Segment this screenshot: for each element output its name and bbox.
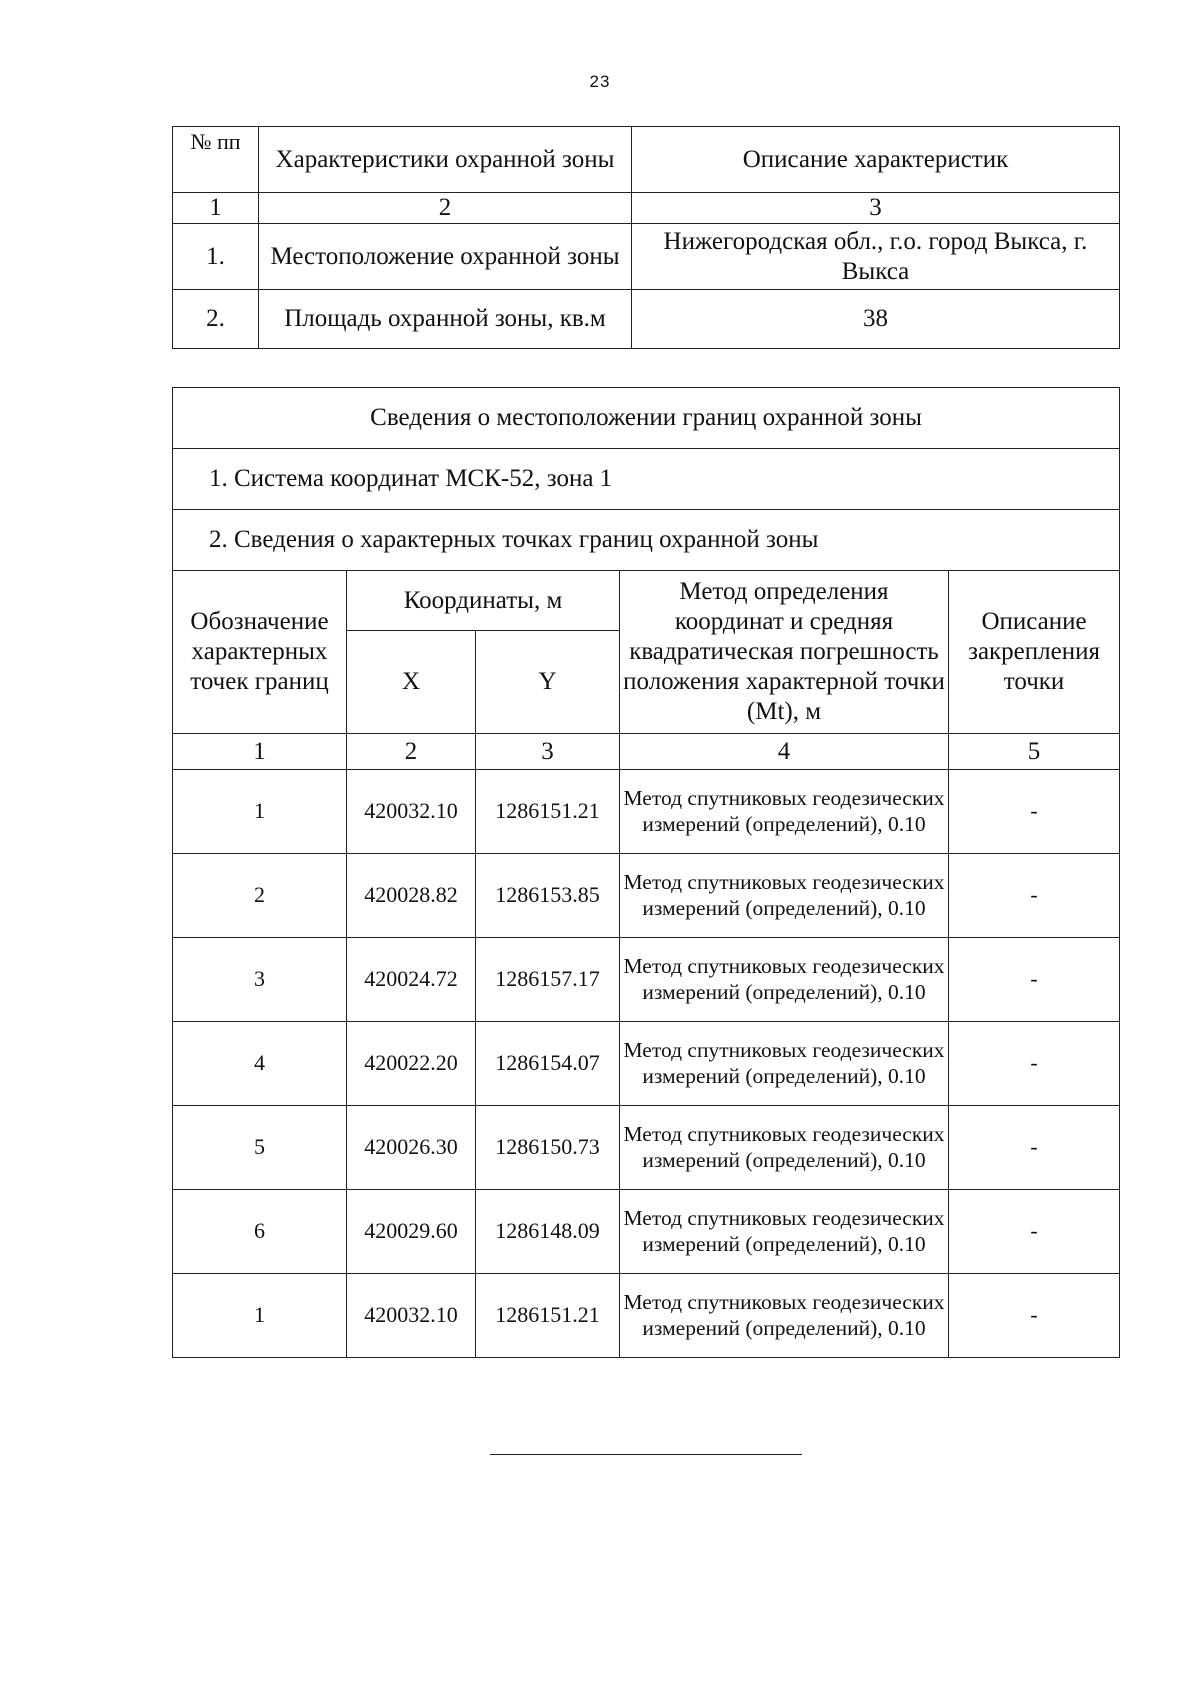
header-method: Метод определения координат и средняя квадратическая погрешность положения характерной точки (Mt), м [620, 571, 949, 734]
point-x: 420032.10 [347, 1274, 476, 1358]
point-method: Метод спутниковых геодезических измерений (определений), 0.10 [620, 854, 949, 938]
table-title: Сведения о местоположении границ охранной зоны [173, 388, 1120, 449]
point-method: Метод спутниковых геодезических измерений (определений), 0.10 [620, 1190, 949, 1274]
header-x: X [347, 631, 476, 734]
zone-characteristics-table [172, 126, 1120, 349]
table-row [173, 1022, 1120, 1106]
row-number: 1. [173, 224, 259, 290]
column-number: 3 [476, 734, 620, 770]
point-label: 1 [173, 1274, 347, 1358]
table-header-row [173, 127, 1120, 193]
column-number: 4 [620, 734, 949, 770]
point-fixing: - [949, 770, 1120, 854]
point-method: Метод спутниковых геодезических измерений (определений), 0.10 [620, 938, 949, 1022]
point-x: 420024.72 [347, 938, 476, 1022]
point-fixing: - [949, 1022, 1120, 1106]
point-fixing: - [949, 1274, 1120, 1358]
points-caption-row [173, 510, 1120, 571]
column-number: 2 [259, 193, 632, 224]
point-fixing: - [949, 1190, 1120, 1274]
point-label: 2 [173, 854, 347, 938]
table-row [173, 1106, 1120, 1190]
column-number: 1 [173, 734, 347, 770]
point-y: 1286148.09 [476, 1190, 620, 1274]
row-number: 2. [173, 290, 259, 349]
header-y: Y [476, 631, 620, 734]
table-row [173, 1274, 1120, 1358]
row-characteristic: Площадь охранной зоны, кв.м [259, 290, 632, 349]
page-number: 23 [589, 72, 611, 91]
point-method: Метод спутниковых геодезических измерений (определений), 0.10 [620, 1106, 949, 1190]
column-number: 5 [949, 734, 1120, 770]
points-caption: 2. Сведения о характерных точках границ охранной зоны [173, 510, 1120, 571]
point-y: 1286150.73 [476, 1106, 620, 1190]
table-header-row [173, 571, 1120, 631]
point-label: 1 [173, 770, 347, 854]
boundary-points-table [172, 387, 1120, 1358]
point-fixing: - [949, 1106, 1120, 1190]
row-characteristic: Местоположение охранной зоны [259, 224, 632, 290]
row-description: 38 [632, 290, 1120, 349]
end-rule [490, 1454, 802, 1455]
point-fixing: - [949, 854, 1120, 938]
point-label: 6 [173, 1190, 347, 1274]
point-method: Метод спутниковых геодезических измерений (определений), 0.10 [620, 770, 949, 854]
point-y: 1286154.07 [476, 1022, 620, 1106]
header-coords: Координаты, м [347, 571, 620, 631]
header-point: Обозначение характерных точек границ [173, 571, 347, 734]
column-number: 1 [173, 193, 259, 224]
point-label: 5 [173, 1106, 347, 1190]
header-characteristic: Характеристики охранной зоны [259, 127, 632, 193]
header-number: № пп [173, 127, 259, 193]
point-y: 1286151.21 [476, 1274, 620, 1358]
point-y: 1286157.17 [476, 938, 620, 1022]
table-row [173, 1190, 1120, 1274]
point-y: 1286151.21 [476, 770, 620, 854]
table-row [173, 854, 1120, 938]
header-fixing: Описание закрепления точки [949, 571, 1120, 734]
table-row [173, 938, 1120, 1022]
row-description: Нижегородская обл., г.о. город Выкса, г. Выкса [632, 224, 1120, 290]
point-fixing: - [949, 938, 1120, 1022]
point-x: 420032.10 [347, 770, 476, 854]
point-x: 420029.60 [347, 1190, 476, 1274]
table-row [173, 224, 1120, 290]
point-label: 3 [173, 938, 347, 1022]
table-row [173, 770, 1120, 854]
table-row [173, 290, 1120, 349]
table-title-row [173, 388, 1120, 449]
point-x: 420022.20 [347, 1022, 476, 1106]
column-number: 2 [347, 734, 476, 770]
point-x: 420026.30 [347, 1106, 476, 1190]
header-description: Описание характеристик [632, 127, 1120, 193]
coord-system-row [173, 449, 1120, 510]
point-x: 420028.82 [347, 854, 476, 938]
column-numbers-row [173, 734, 1120, 770]
point-label: 4 [173, 1022, 347, 1106]
column-number: 3 [632, 193, 1120, 224]
column-numbers-row [173, 193, 1120, 224]
coord-system: 1. Система координат МСК-52, зона 1 [173, 449, 1120, 510]
point-y: 1286153.85 [476, 854, 620, 938]
point-method: Метод спутниковых геодезических измерений (определений), 0.10 [620, 1022, 949, 1106]
point-method: Метод спутниковых геодезических измерений (определений), 0.10 [620, 1274, 949, 1358]
